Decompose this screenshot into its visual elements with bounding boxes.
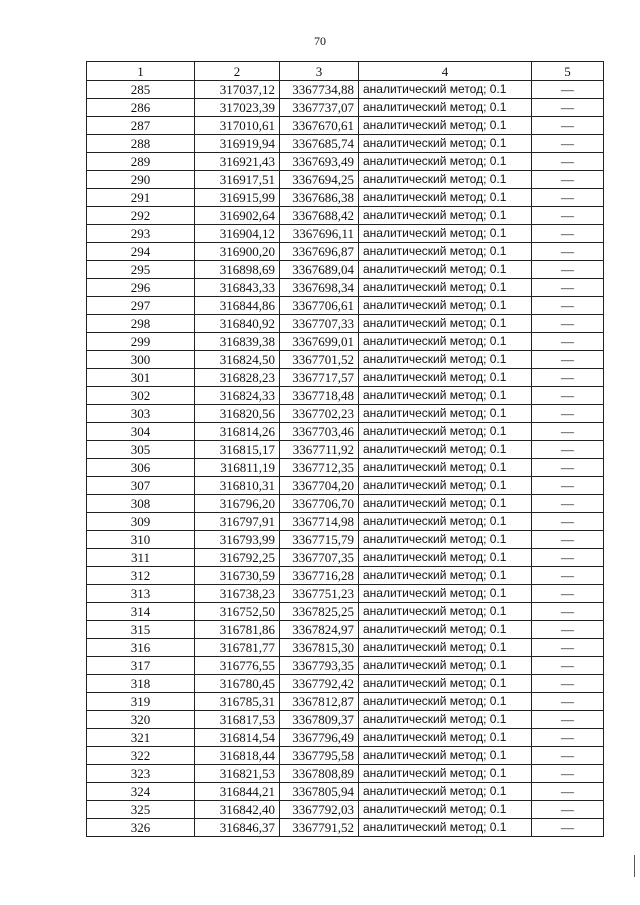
dash-cell: — xyxy=(532,639,604,657)
x-coordinate-cell: 316902,64 xyxy=(195,207,280,225)
dash-cell: — xyxy=(532,585,604,603)
point-number-cell: 304 xyxy=(87,423,195,441)
x-coordinate-cell: 316824,50 xyxy=(195,351,280,369)
x-coordinate-cell: 316898,69 xyxy=(195,261,280,279)
x-coordinate-cell: 316811,19 xyxy=(195,459,280,477)
point-number-cell: 291 xyxy=(87,189,195,207)
point-number-cell: 306 xyxy=(87,459,195,477)
y-coordinate-cell: 3367793,35 xyxy=(280,657,359,675)
x-coordinate-cell: 316730,59 xyxy=(195,567,280,585)
table-row xyxy=(87,819,604,837)
method-cell: аналитический метод; 0.1 xyxy=(359,207,532,225)
x-coordinate-cell: 316828,23 xyxy=(195,369,280,387)
table-row xyxy=(87,765,604,783)
dash-cell: — xyxy=(532,135,604,153)
table-row xyxy=(87,99,604,117)
table-row xyxy=(87,243,604,261)
table-row xyxy=(87,279,604,297)
dash-cell: — xyxy=(532,369,604,387)
point-number-cell: 326 xyxy=(87,819,195,837)
method-cell: аналитический метод; 0.1 xyxy=(359,585,532,603)
method-cell: аналитический метод; 0.1 xyxy=(359,441,532,459)
x-coordinate-cell: 316793,99 xyxy=(195,531,280,549)
y-coordinate-cell: 3367711,92 xyxy=(280,441,359,459)
y-coordinate-cell: 3367714,98 xyxy=(280,513,359,531)
dash-cell: — xyxy=(532,189,604,207)
method-cell: аналитический метод; 0.1 xyxy=(359,639,532,657)
column-header: 1 xyxy=(87,62,195,81)
dash-cell: — xyxy=(532,405,604,423)
x-coordinate-cell: 316843,33 xyxy=(195,279,280,297)
y-coordinate-cell: 3367698,34 xyxy=(280,279,359,297)
table-row xyxy=(87,693,604,711)
dash-cell: — xyxy=(532,801,604,819)
table-row xyxy=(87,405,604,423)
x-coordinate-cell: 316919,94 xyxy=(195,135,280,153)
method-cell: аналитический метод; 0.1 xyxy=(359,531,532,549)
table-row xyxy=(87,495,604,513)
method-cell: аналитический метод; 0.1 xyxy=(359,729,532,747)
method-cell: аналитический метод; 0.1 xyxy=(359,603,532,621)
column-header: 5 xyxy=(532,62,604,81)
point-number-cell: 289 xyxy=(87,153,195,171)
dash-cell: — xyxy=(532,693,604,711)
method-cell: аналитический метод; 0.1 xyxy=(359,261,532,279)
x-coordinate-cell: 316821,53 xyxy=(195,765,280,783)
x-coordinate-cell: 316781,77 xyxy=(195,639,280,657)
dash-cell: — xyxy=(532,549,604,567)
x-coordinate-cell: 316844,86 xyxy=(195,297,280,315)
point-number-cell: 323 xyxy=(87,765,195,783)
x-coordinate-cell: 316904,12 xyxy=(195,225,280,243)
method-cell: аналитический метод; 0.1 xyxy=(359,657,532,675)
method-cell: аналитический метод; 0.1 xyxy=(359,675,532,693)
point-number-cell: 308 xyxy=(87,495,195,513)
point-number-cell: 297 xyxy=(87,297,195,315)
y-coordinate-cell: 3367796,49 xyxy=(280,729,359,747)
y-coordinate-cell: 3367751,23 xyxy=(280,585,359,603)
dash-cell: — xyxy=(532,423,604,441)
y-coordinate-cell: 3367707,35 xyxy=(280,549,359,567)
x-coordinate-cell: 316818,44 xyxy=(195,747,280,765)
table-row xyxy=(87,297,604,315)
table-row xyxy=(87,513,604,531)
x-coordinate-cell: 316817,53 xyxy=(195,711,280,729)
table-row xyxy=(87,225,604,243)
method-cell: аналитический метод; 0.1 xyxy=(359,513,532,531)
dash-cell: — xyxy=(532,765,604,783)
table-row xyxy=(87,675,604,693)
x-coordinate-cell: 316842,40 xyxy=(195,801,280,819)
y-coordinate-cell: 3367685,74 xyxy=(280,135,359,153)
scan-edge-mark xyxy=(634,855,635,877)
method-cell: аналитический метод; 0.1 xyxy=(359,783,532,801)
table-row xyxy=(87,351,604,369)
method-cell: аналитический метод; 0.1 xyxy=(359,747,532,765)
y-coordinate-cell: 3367715,79 xyxy=(280,531,359,549)
method-cell: аналитический метод; 0.1 xyxy=(359,459,532,477)
method-cell: аналитический метод; 0.1 xyxy=(359,423,532,441)
dash-cell: — xyxy=(532,117,604,135)
point-number-cell: 299 xyxy=(87,333,195,351)
x-coordinate-cell: 316846,37 xyxy=(195,819,280,837)
x-coordinate-cell: 316814,26 xyxy=(195,423,280,441)
dash-cell: — xyxy=(532,711,604,729)
point-number-cell: 324 xyxy=(87,783,195,801)
method-cell: аналитический метод; 0.1 xyxy=(359,765,532,783)
x-coordinate-cell: 316915,99 xyxy=(195,189,280,207)
point-number-cell: 311 xyxy=(87,549,195,567)
dash-cell: — xyxy=(532,675,604,693)
x-coordinate-cell: 316900,20 xyxy=(195,243,280,261)
dash-cell: — xyxy=(532,171,604,189)
y-coordinate-cell: 3367688,42 xyxy=(280,207,359,225)
table-row xyxy=(87,117,604,135)
point-number-cell: 322 xyxy=(87,747,195,765)
x-coordinate-cell: 316785,31 xyxy=(195,693,280,711)
table-row xyxy=(87,585,604,603)
method-cell: аналитический метод; 0.1 xyxy=(359,819,532,837)
x-coordinate-cell: 316844,21 xyxy=(195,783,280,801)
y-coordinate-cell: 3367703,46 xyxy=(280,423,359,441)
table-row xyxy=(87,621,604,639)
y-coordinate-cell: 3367718,48 xyxy=(280,387,359,405)
dash-cell: — xyxy=(532,603,604,621)
column-header: 2 xyxy=(195,62,280,81)
point-number-cell: 319 xyxy=(87,693,195,711)
point-number-cell: 294 xyxy=(87,243,195,261)
method-cell: аналитический метод; 0.1 xyxy=(359,387,532,405)
dash-cell: — xyxy=(532,207,604,225)
point-number-cell: 301 xyxy=(87,369,195,387)
table-row xyxy=(87,81,604,99)
table-row xyxy=(87,387,604,405)
table-header-row xyxy=(87,62,604,81)
y-coordinate-cell: 3367808,89 xyxy=(280,765,359,783)
table-row xyxy=(87,369,604,387)
table-row xyxy=(87,261,604,279)
method-cell: аналитический метод; 0.1 xyxy=(359,333,532,351)
method-cell: аналитический метод; 0.1 xyxy=(359,117,532,135)
point-number-cell: 290 xyxy=(87,171,195,189)
dash-cell: — xyxy=(532,297,604,315)
dash-cell: — xyxy=(532,783,604,801)
y-coordinate-cell: 3367824,97 xyxy=(280,621,359,639)
x-coordinate-cell: 316921,43 xyxy=(195,153,280,171)
table-row xyxy=(87,171,604,189)
y-coordinate-cell: 3367812,87 xyxy=(280,693,359,711)
point-number-cell: 305 xyxy=(87,441,195,459)
point-number-cell: 309 xyxy=(87,513,195,531)
x-coordinate-cell: 316814,54 xyxy=(195,729,280,747)
x-coordinate-cell: 316776,55 xyxy=(195,657,280,675)
dash-cell: — xyxy=(532,459,604,477)
method-cell: аналитический метод; 0.1 xyxy=(359,243,532,261)
x-coordinate-cell: 317023,39 xyxy=(195,99,280,117)
method-cell: аналитический метод; 0.1 xyxy=(359,171,532,189)
y-coordinate-cell: 3367670,61 xyxy=(280,117,359,135)
point-number-cell: 286 xyxy=(87,99,195,117)
point-number-cell: 320 xyxy=(87,711,195,729)
method-cell: аналитический метод; 0.1 xyxy=(359,225,532,243)
point-number-cell: 307 xyxy=(87,477,195,495)
method-cell: аналитический метод; 0.1 xyxy=(359,621,532,639)
point-number-cell: 292 xyxy=(87,207,195,225)
table-row xyxy=(87,189,604,207)
y-coordinate-cell: 3367689,04 xyxy=(280,261,359,279)
dash-cell: — xyxy=(532,315,604,333)
point-number-cell: 303 xyxy=(87,405,195,423)
point-number-cell: 318 xyxy=(87,675,195,693)
y-coordinate-cell: 3367702,23 xyxy=(280,405,359,423)
y-coordinate-cell: 3367825,25 xyxy=(280,603,359,621)
y-coordinate-cell: 3367686,38 xyxy=(280,189,359,207)
dash-cell: — xyxy=(532,729,604,747)
y-coordinate-cell: 3367706,70 xyxy=(280,495,359,513)
y-coordinate-cell: 3367716,28 xyxy=(280,567,359,585)
table-row xyxy=(87,423,604,441)
y-coordinate-cell: 3367701,52 xyxy=(280,351,359,369)
y-coordinate-cell: 3367809,37 xyxy=(280,711,359,729)
dash-cell: — xyxy=(532,747,604,765)
x-coordinate-cell: 316820,56 xyxy=(195,405,280,423)
dash-cell: — xyxy=(532,531,604,549)
point-number-cell: 288 xyxy=(87,135,195,153)
point-number-cell: 298 xyxy=(87,315,195,333)
dash-cell: — xyxy=(532,333,604,351)
point-number-cell: 310 xyxy=(87,531,195,549)
table-row xyxy=(87,639,604,657)
y-coordinate-cell: 3367792,42 xyxy=(280,675,359,693)
dash-cell: — xyxy=(532,567,604,585)
method-cell: аналитический метод; 0.1 xyxy=(359,477,532,495)
x-coordinate-cell: 317010,61 xyxy=(195,117,280,135)
point-number-cell: 315 xyxy=(87,621,195,639)
point-number-cell: 296 xyxy=(87,279,195,297)
y-coordinate-cell: 3367737,07 xyxy=(280,99,359,117)
table-row xyxy=(87,207,604,225)
table-row xyxy=(87,747,604,765)
x-coordinate-cell: 316824,33 xyxy=(195,387,280,405)
coordinates-table xyxy=(86,61,604,837)
dash-cell: — xyxy=(532,621,604,639)
dash-cell: — xyxy=(532,495,604,513)
y-coordinate-cell: 3367734,88 xyxy=(280,81,359,99)
y-coordinate-cell: 3367706,61 xyxy=(280,297,359,315)
x-coordinate-cell: 316815,17 xyxy=(195,441,280,459)
column-header: 4 xyxy=(359,62,532,81)
table-row xyxy=(87,657,604,675)
table-row xyxy=(87,333,604,351)
table-row xyxy=(87,153,604,171)
table-body xyxy=(87,81,604,837)
y-coordinate-cell: 3367707,33 xyxy=(280,315,359,333)
page-number: 70 xyxy=(314,34,326,48)
method-cell: аналитический метод; 0.1 xyxy=(359,549,532,567)
x-coordinate-cell: 316917,51 xyxy=(195,171,280,189)
table-row xyxy=(87,459,604,477)
table-row xyxy=(87,729,604,747)
dash-cell: — xyxy=(532,243,604,261)
dash-cell: — xyxy=(532,477,604,495)
dash-cell: — xyxy=(532,99,604,117)
table-row xyxy=(87,567,604,585)
dash-cell: — xyxy=(532,819,604,837)
dash-cell: — xyxy=(532,261,604,279)
point-number-cell: 314 xyxy=(87,603,195,621)
x-coordinate-cell: 316781,86 xyxy=(195,621,280,639)
method-cell: аналитический метод; 0.1 xyxy=(359,153,532,171)
method-cell: аналитический метод; 0.1 xyxy=(359,693,532,711)
point-number-cell: 285 xyxy=(87,81,195,99)
y-coordinate-cell: 3367792,03 xyxy=(280,801,359,819)
point-number-cell: 293 xyxy=(87,225,195,243)
point-number-cell: 325 xyxy=(87,801,195,819)
x-coordinate-cell: 316839,38 xyxy=(195,333,280,351)
dash-cell: — xyxy=(532,153,604,171)
y-coordinate-cell: 3367712,35 xyxy=(280,459,359,477)
method-cell: аналитический метод; 0.1 xyxy=(359,81,532,99)
y-coordinate-cell: 3367791,52 xyxy=(280,819,359,837)
table-row xyxy=(87,783,604,801)
point-number-cell: 316 xyxy=(87,639,195,657)
table-row xyxy=(87,441,604,459)
point-number-cell: 317 xyxy=(87,657,195,675)
method-cell: аналитический метод; 0.1 xyxy=(359,711,532,729)
y-coordinate-cell: 3367795,58 xyxy=(280,747,359,765)
x-coordinate-cell: 316738,23 xyxy=(195,585,280,603)
point-number-cell: 321 xyxy=(87,729,195,747)
table-row xyxy=(87,603,604,621)
y-coordinate-cell: 3367693,49 xyxy=(280,153,359,171)
x-coordinate-cell: 316840,92 xyxy=(195,315,280,333)
x-coordinate-cell: 316796,20 xyxy=(195,495,280,513)
x-coordinate-cell: 316752,50 xyxy=(195,603,280,621)
y-coordinate-cell: 3367704,20 xyxy=(280,477,359,495)
y-coordinate-cell: 3367696,11 xyxy=(280,225,359,243)
table-row xyxy=(87,711,604,729)
method-cell: аналитический метод; 0.1 xyxy=(359,369,532,387)
point-number-cell: 300 xyxy=(87,351,195,369)
column-header: 3 xyxy=(280,62,359,81)
x-coordinate-cell: 316792,25 xyxy=(195,549,280,567)
method-cell: аналитический метод; 0.1 xyxy=(359,297,532,315)
method-cell: аналитический метод; 0.1 xyxy=(359,135,532,153)
x-coordinate-cell: 316810,31 xyxy=(195,477,280,495)
y-coordinate-cell: 3367699,01 xyxy=(280,333,359,351)
method-cell: аналитический метод; 0.1 xyxy=(359,801,532,819)
y-coordinate-cell: 3367696,87 xyxy=(280,243,359,261)
point-number-cell: 302 xyxy=(87,387,195,405)
dash-cell: — xyxy=(532,441,604,459)
y-coordinate-cell: 3367805,94 xyxy=(280,783,359,801)
table-row xyxy=(87,477,604,495)
table-row xyxy=(87,801,604,819)
y-coordinate-cell: 3367815,30 xyxy=(280,639,359,657)
dash-cell: — xyxy=(532,225,604,243)
table-row xyxy=(87,549,604,567)
point-number-cell: 312 xyxy=(87,567,195,585)
y-coordinate-cell: 3367717,57 xyxy=(280,369,359,387)
method-cell: аналитический метод; 0.1 xyxy=(359,351,532,369)
method-cell: аналитический метод; 0.1 xyxy=(359,99,532,117)
method-cell: аналитический метод; 0.1 xyxy=(359,189,532,207)
x-coordinate-cell: 316797,91 xyxy=(195,513,280,531)
table-row xyxy=(87,135,604,153)
table-row xyxy=(87,531,604,549)
dash-cell: — xyxy=(532,81,604,99)
dash-cell: — xyxy=(532,351,604,369)
dash-cell: — xyxy=(532,513,604,531)
method-cell: аналитический метод; 0.1 xyxy=(359,279,532,297)
dash-cell: — xyxy=(532,387,604,405)
y-coordinate-cell: 3367694,25 xyxy=(280,171,359,189)
table-row xyxy=(87,315,604,333)
dash-cell: — xyxy=(532,279,604,297)
method-cell: аналитический метод; 0.1 xyxy=(359,405,532,423)
method-cell: аналитический метод; 0.1 xyxy=(359,567,532,585)
method-cell: аналитический метод; 0.1 xyxy=(359,495,532,513)
dash-cell: — xyxy=(532,657,604,675)
x-coordinate-cell: 317037,12 xyxy=(195,81,280,99)
x-coordinate-cell: 316780,45 xyxy=(195,675,280,693)
point-number-cell: 287 xyxy=(87,117,195,135)
method-cell: аналитический метод; 0.1 xyxy=(359,315,532,333)
point-number-cell: 295 xyxy=(87,261,195,279)
point-number-cell: 313 xyxy=(87,585,195,603)
